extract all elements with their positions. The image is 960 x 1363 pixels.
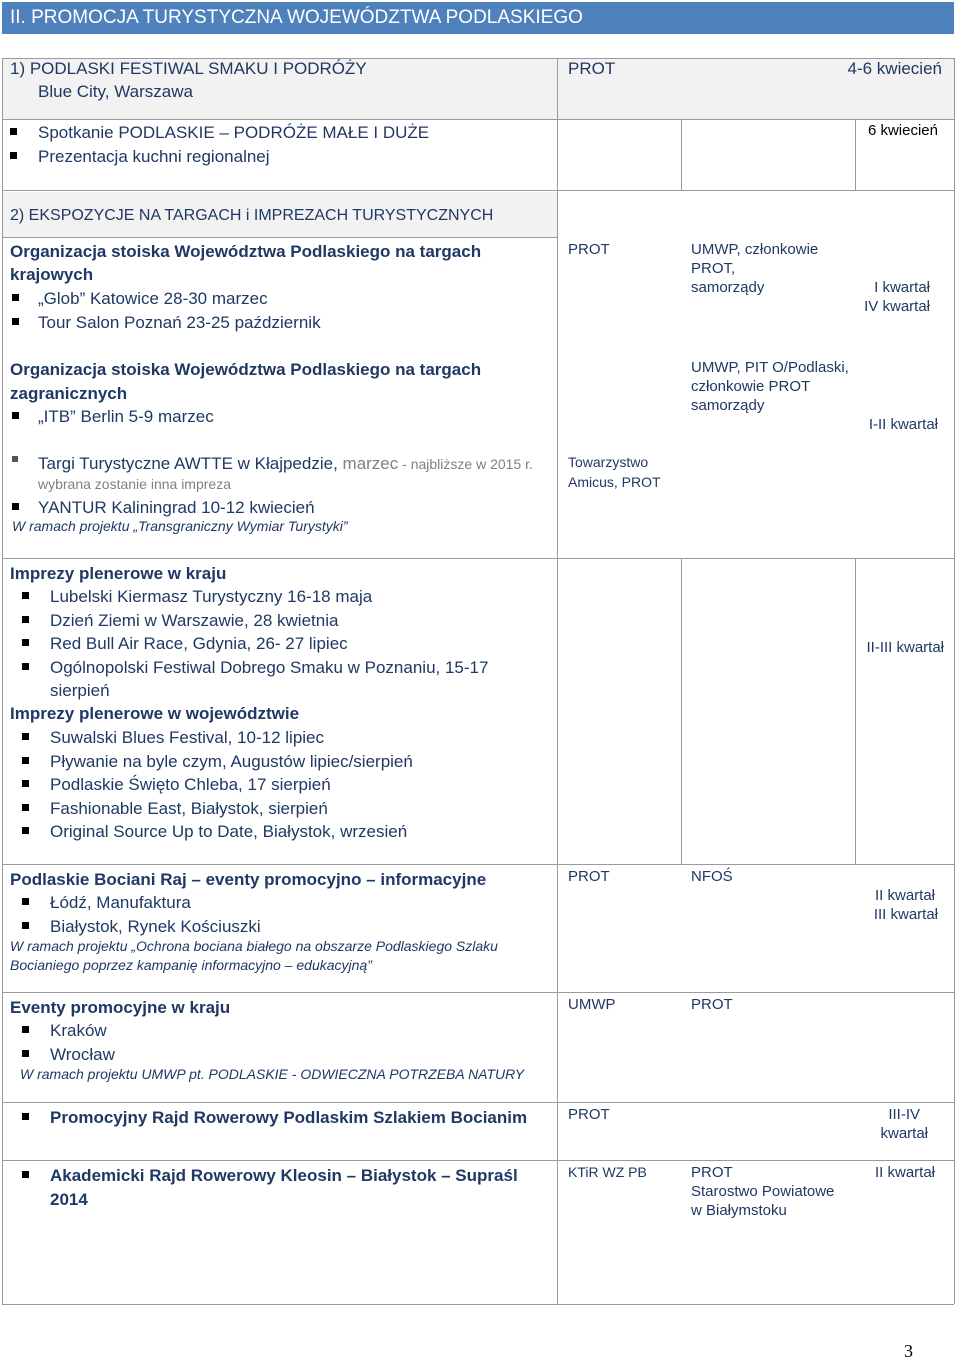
partner: samorządy <box>691 279 765 296</box>
list-item: Fashionable East, Białystok, sierpień <box>50 798 328 818</box>
grid-line <box>2 58 3 1304</box>
organizer: Amicus, PROT <box>568 474 661 490</box>
grid-line <box>2 864 954 865</box>
bullet-icon <box>22 639 29 646</box>
partner: PROT <box>691 996 733 1013</box>
list-item: „ITB” Berlin 5-9 marzec <box>38 407 214 426</box>
quarter: I kwartał <box>874 279 930 296</box>
bullet-icon <box>22 1113 29 1120</box>
note: wybrana zostanie inna impreza <box>38 476 231 492</box>
partner: PROT, <box>691 260 736 277</box>
bullet-icon <box>22 922 29 929</box>
bullet-icon <box>22 1050 29 1057</box>
grid-line <box>681 558 682 864</box>
group-heading: Imprezy plenerowe w województwie <box>10 704 300 723</box>
page-number: 3 <box>904 1341 913 1361</box>
bullet-icon <box>12 412 19 419</box>
grid-line <box>2 1160 954 1161</box>
organizer: PROT <box>568 868 610 885</box>
bullet-icon <box>22 592 29 599</box>
bullet-icon <box>22 804 29 811</box>
partner: w Białymstoku <box>691 1202 787 1219</box>
quarter: II kwartał <box>874 1164 935 1181</box>
grid-line <box>2 1102 954 1103</box>
row-description: Organizacja stoiska Województwa Podlaskiego na targach <box>10 360 482 379</box>
event-date: 6 kwiecień <box>867 122 938 139</box>
bullet-icon <box>22 1026 29 1033</box>
project-note: W ramach projektu UMWP pt. PODLASKIE - ODWIECZNA POTRZEBA NATURY <box>20 1066 525 1082</box>
bullet-icon <box>10 128 17 135</box>
list-item: Suwalski Blues Festival, 10-12 lipiec <box>50 728 325 747</box>
bullet-icon <box>12 294 19 301</box>
list-item: Łódź, Manufaktura <box>50 893 191 912</box>
quarter: II-III kwartał <box>866 639 944 656</box>
list-item: Dzień Ziemi w Warszawie, 28 kwietnia <box>50 610 339 630</box>
list-item: Lubelski Kiermasz Turystyczny 16-18 maja <box>50 587 373 606</box>
group-heading: Eventy promocyjne w kraju <box>10 998 231 1017</box>
list-item: 2014 <box>50 1190 88 1209</box>
bullet-icon <box>22 827 29 834</box>
list-item: Prezentacja kuchni regionalnej <box>38 147 270 166</box>
section-header <box>2 2 954 34</box>
project-note: W ramach projektu „Transgraniczny Wymiar Turystyki” <box>12 518 348 534</box>
list-item: Białystok, Rynek Kościuszki <box>50 917 261 936</box>
grid-line <box>954 58 955 1304</box>
organizer: KTiR WZ PB <box>568 1164 647 1180</box>
project-note: W ramach projektu „Ochrona bociana białego na obszarze Podlaskiego Szlaku <box>10 938 498 954</box>
partner: Starostwo Powiatowe <box>691 1183 835 1200</box>
group-heading: Imprezy plenerowe w kraju <box>10 564 227 583</box>
row-description: Organizacja stoiska Województwa Podlaskiego na targach <box>10 242 482 261</box>
partner: UMWP, PIT O/Podlaski, <box>691 359 849 376</box>
partner: członkowie PROT <box>691 378 811 395</box>
grid-line <box>681 119 682 190</box>
organizer: Towarzystwo <box>568 454 649 470</box>
list-item: Wrocław <box>50 1045 115 1064</box>
group-heading: Podlaskie Bociani Raj – eventy promocyjno – informacyjne <box>10 870 487 889</box>
organizer: PROT <box>568 1106 610 1123</box>
bullet-icon <box>12 456 18 462</box>
list-item: Red Bull Air Race, Gdynia, 26- 27 lipiec <box>50 634 348 653</box>
partner: samorządy <box>691 397 765 414</box>
grid-line <box>2 237 557 238</box>
list-item: Promocyjny Rajd Rowerowy Podlaskim Szlakiem Bocianim <box>50 1108 528 1127</box>
bullet-icon <box>22 616 29 623</box>
quarter: III-IV <box>888 1106 920 1123</box>
festival-title: 1) PODLASKI FESTIWAL SMAKU I PODRÓŻY <box>10 59 367 78</box>
bullet-icon <box>22 898 29 905</box>
list-item: Ogólnopolski Festiwal Dobrego Smaku w Poznaniu, 15-17 <box>50 657 489 677</box>
bullet-icon <box>22 733 29 740</box>
list-item: Pływanie na byle czym, Augustów lipiec/sierpień <box>50 751 413 771</box>
list-item: Targi Turystyczne AWTTE w Kłajpedzie, marzec - najbliższe w 2015 r. <box>38 454 533 473</box>
quarter: I-II kwartał <box>868 416 938 433</box>
section-heading: 2) EKSPOZYCJE NA TARGACH i IMPREZACH TURYSTYCZNYCH <box>10 207 494 224</box>
project-note: Bocianiego poprzez kampanię informacyjno – edukacyjną” <box>10 957 372 973</box>
row-description: zagranicznych <box>10 384 128 403</box>
bullet-icon <box>22 780 29 787</box>
grid-line <box>2 1304 954 1305</box>
row-description: krajowych <box>10 265 94 284</box>
quarter: III kwartał <box>873 906 938 923</box>
organizer: PROT <box>568 241 610 258</box>
quarter: kwartał <box>880 1125 928 1142</box>
bullet-icon <box>22 1171 29 1178</box>
list-item: „Glob” Katowice 28-30 marzec <box>38 289 268 308</box>
list-item: Original Source Up to Date, Białystok, wrzesień <box>50 822 408 841</box>
grid-line <box>2 119 954 120</box>
partner: UMWP, członkowie <box>691 241 819 258</box>
list-item: Podlaskie Święto Chleba, 17 sierpień <box>50 775 331 794</box>
bullet-icon <box>22 663 29 670</box>
list-item: Spotkanie PODLASKIE – PODRÓŻE MAŁE I DUŻE <box>38 123 430 142</box>
festival-venue: Blue City, Warszawa <box>38 82 193 101</box>
bullet-icon <box>10 152 17 159</box>
grid-line <box>557 58 558 1304</box>
list-item: YANTUR Kaliningrad 10-12 kwiecień <box>38 498 315 517</box>
list-item: Kraków <box>50 1021 107 1040</box>
festival-organizer: PROT <box>568 59 616 78</box>
list-item: Akademicki Rajd Rowerowy Kleosin – Białystok – Supraśl <box>50 1166 518 1185</box>
partner: PROT <box>691 1164 733 1181</box>
partner: NFOŚ <box>691 868 733 885</box>
grid-line <box>2 992 954 993</box>
festival-date: 4-6 kwiecień <box>847 59 942 78</box>
bullet-icon <box>12 503 19 510</box>
section-title: II. PROMOCJA TURYSTYCZNA WOJEWÓDZTWA PODLASKIEGO <box>10 7 583 28</box>
organizer: UMWP <box>568 996 616 1013</box>
grid-line <box>2 558 954 559</box>
list-item: Tour Salon Poznań 23-25 październik <box>38 313 321 332</box>
bullet-icon <box>22 757 29 764</box>
quarter: II kwartał <box>874 887 935 904</box>
quarter: IV kwartał <box>864 298 930 315</box>
list-item-continuation: sierpień <box>50 681 110 700</box>
grid-line <box>855 558 856 864</box>
bullet-icon <box>12 318 19 325</box>
grid-line <box>2 190 954 191</box>
